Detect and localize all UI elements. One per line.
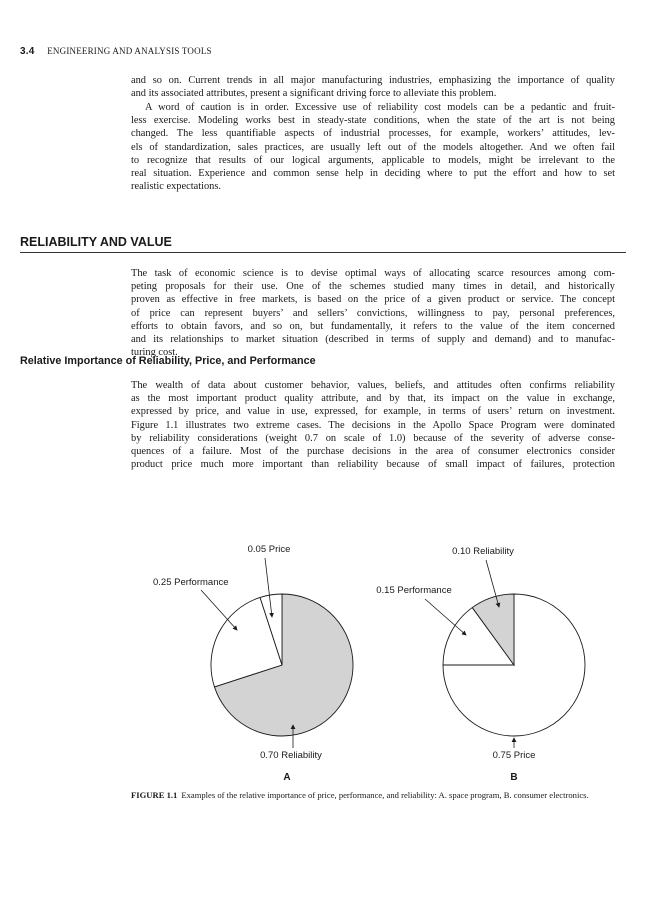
text-line: as the most important product quality attribute, and by that, its impact on the value in exchange, [131, 393, 615, 405]
text-line: Figure 1.1 illustrates two extreme cases. The decisions in the Apollo Space Program were dominated [131, 419, 615, 431]
pie-b-label-2: 0.15 Performance [376, 585, 452, 596]
figure-caption-text: Examples of the relative importance of price, performance, and reliability: A. space program, B. consumer electronics. [181, 790, 589, 800]
text-line: less exercise. Modeling works best in steady-state conditions, when the state of the art is not being [131, 115, 615, 127]
text-line: A word of caution is in order. Excessive use of reliability cost models can be a pedantic and fruit- [145, 102, 615, 113]
text-line: to recognize that results of our logical arguments, applicable to models, might be irrelevant to the [131, 154, 615, 166]
figure-caption [131, 790, 615, 801]
text-line: of price can represent buyers’ and sellers’ convictions, willingness to pay, personal preferences, [131, 307, 615, 319]
section-heading: RELIABILITY AND VALUE [20, 235, 626, 253]
text-line: and its relationships to market situation (described in terms of supply and demand) and to manufac- [131, 334, 615, 346]
figure-pie-charts [131, 535, 615, 785]
pie-b-label-3: 0.10 Reliability [452, 546, 514, 557]
pie-a-letter: A [283, 772, 291, 783]
text-line: efforts to obtain favors, and so on, but fundamentally, it refers to the value of the item concerned [131, 320, 615, 332]
pie-chart-b [376, 546, 585, 783]
text-line: expressed by price, and value in use, expressed, for example, in terms of users’ return on investment. [131, 406, 615, 418]
pie-b-leader-2 [425, 599, 466, 635]
figure-label: FIGURE 1.1 [131, 790, 178, 800]
text-line: turing cost. [131, 347, 178, 359]
subsection-heading: Relative Importance of Reliability, Price, and Performance [20, 355, 316, 367]
text-line: and so on. Current trends in all major manufacturing industries, emphasizing the importance of quality [131, 75, 615, 86]
text-line: realistic expectations. [131, 181, 222, 193]
text-line: quences of a failure. Most of the purchase decisions in the area of consumer electronics consider [131, 446, 615, 458]
pie-chart-a [153, 544, 353, 783]
pie-a-label-1: 0.70 Reliability [260, 750, 322, 761]
text-line: changed. The less quantifiable aspects of industrial processes, for example, workers’ attitudes, lev- [131, 128, 615, 140]
text-line: els of standardization, sales practices, are usually left out of the models altogether. And we often fail [131, 141, 615, 153]
running-title: ENGINEERING AND ANALYSIS TOOLS [47, 46, 212, 56]
page-number: 3.4 [20, 46, 35, 57]
paragraph-4 [131, 379, 615, 471]
pie-a-leader-2 [201, 590, 237, 630]
paragraph-2 [131, 101, 615, 193]
pie-a-label-2: 0.25 Performance [153, 577, 229, 588]
pie-b-label-1: 0.75 Price [492, 750, 536, 761]
text-line: The task of economic science is to devise optimal ways of allocating scarce resources among com- [131, 268, 615, 279]
text-line: proven as effective in free markets, is based on the price of a given product or service. The concept [131, 294, 615, 306]
text-line: real situation. Experience and common sense help in deciding where to put the effort and how to set [131, 168, 615, 180]
pie-b-letter: B [510, 772, 518, 783]
paragraph-1 [131, 74, 615, 100]
running-header [20, 46, 212, 57]
text-line: peting proposals for their use. One of the schemes studied many times in detail, and historically [131, 281, 615, 293]
paragraph-3 [131, 267, 615, 359]
text-line: by reliability considerations (weight 0.7 on scale of 1.0) because of the severity of adverse conse- [131, 432, 615, 444]
text-line: product price much more important than reliability because of small impact of failures, protection [131, 459, 615, 471]
text-line: The wealth of data about customer behavior, values, beliefs, and attitudes often confirms reliability [131, 380, 615, 391]
text-line: and its associated attributes, present a significant driving force to alleviate this problem. [131, 88, 497, 100]
pie-a-label-3: 0.05 Price [247, 544, 291, 555]
